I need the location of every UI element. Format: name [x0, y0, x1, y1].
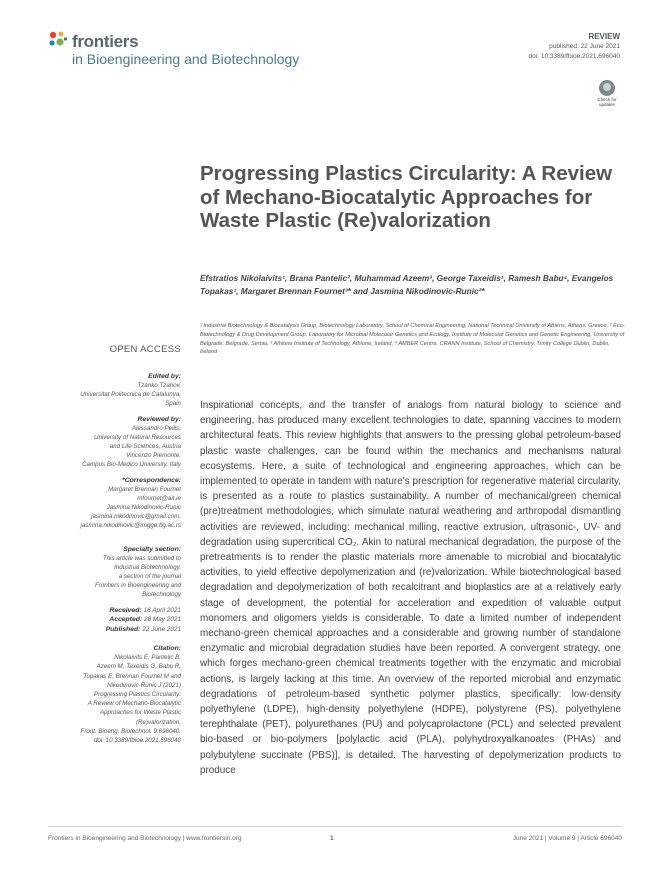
accepted-label: Accepted:	[109, 616, 143, 624]
article-title: Progressing Plastics Circularity: A Review of Mechano-Biocatalytic Approaches for Waste Plastic (Re)valorization	[200, 162, 613, 232]
check-for-updates-badge[interactable]	[592, 80, 622, 112]
edited-by-heading: Edited by:	[148, 373, 181, 380]
badge-label: Check for updates	[597, 97, 617, 107]
reviewed-by-heading: Reviewed by:	[137, 415, 181, 423]
citation-info: Nikolaivits E, Pantelic B, Azeem M, Taxeidis G, Babu R, Topakas E, Brennan Fournet M and Nikodinovic-Runic J (2021) Progressing Plastics Circularity: A Review of Mechano-Biocatalytic Approaches for Waste Plastic (Re)valorization. Front. Bioeng. Biotechnol. 9:696040. doi: 10.3389/fbioe.2021.696040	[80, 654, 181, 744]
footer-journal-link[interactable]: Frontiers in Bioengineering and Biotechnology | www.frontiersin.org	[48, 835, 242, 842]
correspondence-info[interactable]: Margaret Brennan Fournet mfournet@ait.ie Jasmina Nikodinovic-Runic jasmina.nikodinovic@gmail.com; jasmina.nikodinovic@imgge.bg.ac.rs	[80, 485, 181, 530]
reviewer-info: Alessandro Pellis, University of Natural Resources and Life Sciences, Austria Vincenzo Piemonte, Campus Bio-Medico University, Italy	[82, 424, 181, 469]
journal-brand: frontiers	[72, 32, 139, 51]
open-access-label: OPEN ACCESS	[109, 344, 181, 355]
article-dates	[48, 606, 181, 635]
accepted-date: 28 May 2021	[144, 616, 181, 624]
update-icon	[599, 80, 615, 96]
citation-heading: Citation:	[153, 645, 181, 653]
received-row	[48, 606, 181, 616]
published-date: published: 22 June 2021	[549, 43, 620, 50]
received-label: Received:	[109, 606, 142, 614]
affiliations: ¹ Industrial Biotechnology & Biocatalysis Group, Biotechnology Laboratory, School of Chemical Engineering, National Technical University of Athens, Athens, Greece, ² Eco-Biotechnology & Drug Development Group, Laboratory for Microbial Molecular Genetics and Ecology, Institute of Molecular Genetics and Genetic Engineering, University of Belgrade, Belgrade, Serbia, ³ Athlone Institute of Technology, Athlone, Ireland, ⁴ AMBER Centre, CRANN Institute, School of Chemistry, Trinity College Dublin, Dublin, Ireland	[200, 323, 625, 356]
frontiers-logo-icon	[48, 30, 68, 50]
journal-name: in Bioengineering and Biotechnology	[72, 51, 300, 67]
doi-link[interactable]: doi: 10.3389/fbioe.2021.696040	[528, 53, 620, 60]
published-label: Published:	[105, 625, 141, 633]
page-number: 1	[330, 835, 334, 842]
specialty-heading: Specialty section:	[123, 545, 181, 553]
published-row	[48, 625, 181, 635]
accepted-row	[48, 615, 181, 625]
published-date-sidebar: 22 June 2021	[142, 625, 181, 633]
specialty-info: This article was submitted to Industrial Biotechnology, a section of the journal Frontiers in Bioengineering and Biotechnology	[95, 554, 181, 599]
article-info-sidebar	[48, 344, 181, 745]
footer-divider	[48, 826, 622, 827]
abstract-text: Inspirational concepts, and the transfer of analogs from natural biology to science and engineering, has produced many excellent technologies to date, spanning vaccines to modern architectural feats. This review highlights that answers to the pressing global petroleum-based plastic waste challenges, can be found within the mechanics and mechanisms natural ecosystems. Here, a suite of technological and engineering approaches, which can be implemented to operate in tandem with nature's prescription for regenerative material circularity, is presented as a route to plastics sustainability. A number of mechanical/green chemical (pre)treatment methodologies, which simulate natural weathering and arthropodal dismantling activities are reviewed, including: mechanical milling, reactive extrusion, ultrasonic-, UV- and degradation using supercritical CO₂. Akin to natural mechanical degradation, the purpose of the pretreatments is to render the plastic materials more amenable to microbial and biocatalytic activities, to yield effective depolymerization and (re)valorization. While biotechnological based degradation and depolymerization of both recalcitrant and bioplastics are at a relatively early stage of development, the potential for acceleration and expedition of valuable output monomers and oligomers yields is considerable. To date a limited number of independent mechano-green chemical approaches and a considerable and growing number of standalone enzymatic and microbial degradation studies have been reported. A convergent strategy, one which forges mechano-green chemical treatments together with the enzymatic and microbial actions, is largely lacking at this time. An overview of the reported microbial and enzymatic degradations of petroleum-based synthetic polymer plastics, specifically: low-density polyethylene (LDPE), high-density polyethylene (HDPE), polystyrene (PS), polyethylene terephthalate (PET), polyurethanes (PU) and polycaprolactone (PCL) and selected prevalent bio-based or bio-polymers [polylactic acid (PLA), polyhydroxyalkanoates (PHAs) and polybutylene succinate (PBS)], is detailed. The harvesting of depolymerization products to produce	[200, 400, 621, 776]
article-type: REVIEW	[588, 32, 620, 41]
author-list: Efstratios Nikolaivits¹, Brana Pantelic², Muhammad Azeem³, George Taxeidis¹, Ramesh Babu⁴, Evangelos Topakas¹, Margaret Brennan Fournet³* and Jasmina Nikodinovic-Runic²*	[200, 273, 614, 296]
received-date: 16 April 2021	[143, 606, 181, 614]
footer-issue-info: June 2021 | Volume 9 | Article 696040	[512, 835, 622, 842]
editor-info: Tzanko Tzanov, Universitat Politecnica de Catalunya, Spain	[80, 382, 181, 408]
correspondence-heading: *Correspondence:	[122, 476, 181, 484]
